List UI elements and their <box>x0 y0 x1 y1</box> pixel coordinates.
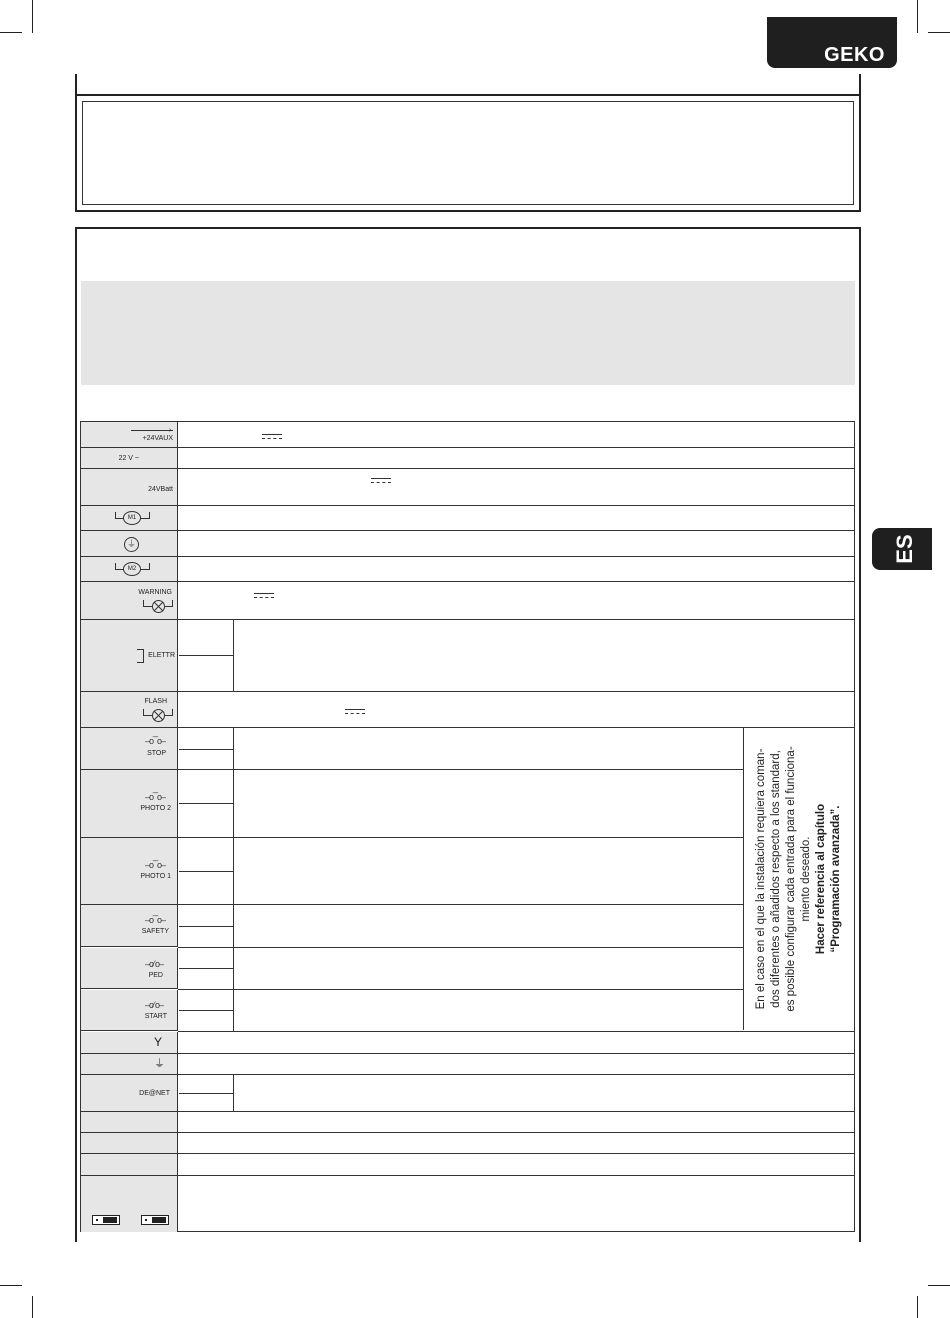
terminal-warning: WARNING <box>138 589 172 596</box>
gray-band <box>81 281 855 385</box>
terminal-ped: PED <box>148 972 163 979</box>
sub-terminal-cell <box>179 620 234 692</box>
sub-divider <box>179 968 234 969</box>
terminal-aux24: +24VAUX <box>142 435 173 442</box>
crop-mark <box>32 0 33 33</box>
flash-lamp-icon <box>152 709 165 722</box>
row-divider <box>178 447 855 448</box>
terminal-label-cell <box>81 990 178 1031</box>
sub-divider <box>179 655 234 656</box>
sub-divider <box>179 1010 234 1011</box>
sub-divider <box>179 803 234 804</box>
terminal-label-cell <box>81 1054 178 1075</box>
side-note-line: es posible configurar cada entrada para el funciona- <box>785 745 797 1012</box>
terminal-label-cell <box>81 422 178 448</box>
dc-symbol-icon <box>254 593 274 599</box>
sub-divider <box>179 749 234 750</box>
ground-icon: ⏚ <box>154 1058 165 1070</box>
language-tab <box>872 528 932 570</box>
terminal-batt: 24VBatt <box>148 486 173 493</box>
row-divider <box>178 619 855 620</box>
side-note-line: dos diferentes o añadidos respecto a los standard, <box>770 749 782 1008</box>
wire-icon <box>141 512 150 519</box>
antenna-icon: Y <box>154 1035 163 1049</box>
wire-icon <box>165 600 173 607</box>
dc-symbol-icon <box>345 709 365 715</box>
row-divider <box>178 837 744 838</box>
terminal-denet: DE@NET <box>139 1090 170 1097</box>
dip-switch-icon <box>92 1215 120 1225</box>
terminal-label-cell <box>81 1075 178 1112</box>
row-divider <box>178 1132 855 1133</box>
row-divider <box>178 1111 855 1112</box>
side-note-bold-line: Hacer referencia al capítulo <box>815 803 827 954</box>
terminal-label-cell <box>81 620 178 692</box>
crop-mark <box>917 1296 918 1318</box>
language-code: ES <box>892 534 917 564</box>
terminal-flash: FLASH <box>144 698 167 705</box>
row-divider <box>178 1153 855 1154</box>
wire-icon <box>165 709 173 716</box>
wire-icon <box>143 709 152 716</box>
terminal-photo1: PHOTO 1 <box>140 873 171 880</box>
side-note-line: miento deseado. <box>800 835 812 922</box>
row-divider <box>178 1175 855 1176</box>
crop-mark <box>917 0 918 33</box>
nc-contact-icon: –o‾‾o– <box>145 736 166 746</box>
crop-mark <box>0 32 22 33</box>
wire-icon <box>143 600 152 607</box>
terminal-table <box>80 421 855 1232</box>
motor-m1-icon <box>123 511 141 525</box>
nc-contact-icon: –o‾‾o– <box>145 915 166 925</box>
row-divider <box>178 1074 855 1075</box>
terminal-label-cell <box>81 770 178 838</box>
row-divider <box>178 947 744 948</box>
terminal-label-cell <box>81 1154 178 1176</box>
motor-m1-label: M1 <box>127 515 137 521</box>
sub-divider <box>179 1093 234 1094</box>
brand-tab <box>767 17 897 68</box>
crop-mark <box>0 1285 22 1286</box>
side-note-bold-line: “Programación avanzada”. <box>830 805 842 952</box>
nc-contact-icon: –o‾‾o– <box>145 860 166 870</box>
terminal-label-cell <box>81 1112 178 1133</box>
row-divider <box>178 691 855 692</box>
arrow-line <box>131 430 173 431</box>
terminal-label-cell <box>81 1133 178 1154</box>
terminal-label-cell <box>81 506 178 531</box>
sub-divider <box>179 926 234 927</box>
terminal-safety: SAFETY <box>141 928 169 935</box>
nc-contact-icon: –o‾‾o– <box>145 792 166 802</box>
side-note-line: En el caso en el que la instalación requiera coman- <box>755 748 767 1009</box>
crop-mark <box>928 1285 950 1286</box>
crop-mark <box>928 32 950 33</box>
terminal-start: START <box>144 1013 167 1020</box>
terminal-label-cell <box>81 948 178 989</box>
top-box <box>75 94 861 212</box>
brand-name: GEKO <box>824 44 885 66</box>
row-divider <box>178 556 855 557</box>
no-contact-icon: –o⁄ o– <box>145 1000 164 1010</box>
terminal-label-cell <box>81 531 178 557</box>
terminal-label-cell <box>81 557 178 582</box>
terminal-22v: 22 V ~ <box>118 455 139 462</box>
terminal-label-cell <box>81 582 178 620</box>
row-divider <box>178 904 744 905</box>
terminal-stop: STOP <box>147 750 166 757</box>
row-divider <box>178 468 855 469</box>
crop-mark <box>32 1296 33 1318</box>
earth-icon: ⏚ <box>124 537 139 552</box>
terminal-label-cell <box>81 469 178 506</box>
terminal-label-cell <box>81 1176 178 1232</box>
row-divider <box>178 769 744 770</box>
terminal-label-cell <box>81 448 178 469</box>
sub-divider <box>179 871 234 872</box>
terminal-label-cell <box>81 1032 178 1054</box>
row-divider <box>178 530 855 531</box>
row-divider <box>178 505 855 506</box>
side-note <box>743 727 854 1030</box>
dc-symbol-icon <box>371 478 391 484</box>
row-divider <box>178 581 855 582</box>
lock-icon <box>137 649 144 663</box>
terminal-label-cell <box>81 728 178 770</box>
dip-switch-icon <box>141 1215 169 1225</box>
warning-lamp-icon <box>152 600 165 613</box>
top-box-inner <box>82 101 854 205</box>
motor-m2-label: M2 <box>127 566 137 572</box>
no-contact-icon: –o⁄ o– <box>145 959 164 969</box>
terminal-label-cell <box>81 692 178 728</box>
dc-symbol-icon <box>262 434 282 440</box>
side-note-text <box>754 729 844 1029</box>
wire-icon <box>141 563 150 570</box>
terminal-label-cell <box>81 838 178 905</box>
arrow-icon: › <box>169 427 172 434</box>
terminal-elettr: ELETTR <box>148 652 175 659</box>
terminal-label-cell <box>81 905 178 947</box>
motor-m2-icon <box>123 562 141 576</box>
terminal-photo2: PHOTO 2 <box>140 805 171 812</box>
sub-terminal-cell <box>179 770 234 838</box>
row-divider <box>178 989 744 990</box>
row-divider <box>178 1031 855 1032</box>
row-divider <box>178 1053 855 1054</box>
